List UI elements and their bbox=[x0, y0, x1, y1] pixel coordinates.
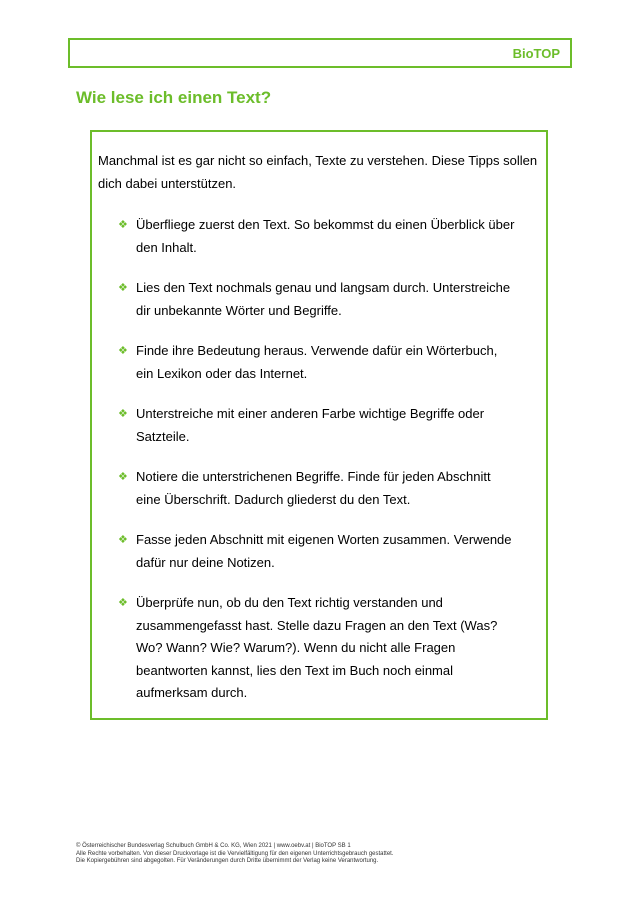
four-diamond-bullet-icon: ❖ bbox=[118, 534, 128, 546]
tip-text: Überprüfe nun, ob du den Text richtig verstanden und zusammengefasst hast. Stelle dazu Fragen an den Text (Was? Wo? Wann? Wie? Warum?). Wenn du nicht alle Fragen beantworten kannst, lies den Text im Buch noch einmal aufmerksam durch. bbox=[136, 595, 498, 700]
tip-item bbox=[118, 403, 518, 448]
four-diamond-bullet-icon: ❖ bbox=[118, 219, 128, 231]
tip-item bbox=[118, 214, 518, 259]
tip-text: Fasse jeden Abschnitt mit eigenen Worten zusammen. Verwende dafür nur deine Notizen. bbox=[136, 532, 512, 570]
four-diamond-bullet-icon: ❖ bbox=[118, 282, 128, 294]
tip-text: Finde ihre Bedeutung heraus. Verwende dafür ein Wörterbuch, ein Lexikon oder das Internet. bbox=[136, 343, 498, 381]
copyright-footer bbox=[76, 843, 576, 866]
tip-text: Lies den Text nochmals genau und langsam durch. Unterstreiche dir unbekannte Wörter und Begriffe. bbox=[136, 280, 511, 318]
tip-text: Notiere die unterstrichenen Begriffe. Finde für jeden Abschnitt eine Überschrift. Dadurch gliederst du den Text. bbox=[136, 469, 491, 507]
tip-item bbox=[118, 529, 518, 574]
header-bar bbox=[68, 38, 572, 68]
four-diamond-bullet-icon: ❖ bbox=[118, 471, 128, 483]
four-diamond-bullet-icon: ❖ bbox=[118, 408, 128, 420]
tips-box bbox=[90, 130, 548, 720]
footer-line: Die Kopiergebühren sind abgegolten. Für Veränderungen durch Dritte übernimmt der Verlag keine Verantwortung. bbox=[76, 858, 379, 864]
tip-text: Unterstreiche mit einer anderen Farbe wichtige Begriffe oder Satzteile. bbox=[136, 406, 485, 444]
tip-item bbox=[118, 277, 518, 322]
tip-item bbox=[118, 592, 518, 705]
footer-line: Alle Rechte vorbehalten. Von dieser Druckvorlage ist die Vervielfältigung für den eigenen Unterrichtsgebrauch gestattet. bbox=[76, 850, 394, 857]
brand-logo-text: BioTOP bbox=[512, 46, 560, 61]
tip-text: Überfliege zuerst den Text. So bekommst du einen Überblick über den Inhalt. bbox=[136, 217, 515, 255]
four-diamond-bullet-icon: ❖ bbox=[118, 597, 128, 609]
page-title: Wie lese ich einen Text? bbox=[76, 88, 272, 107]
tip-item bbox=[118, 340, 518, 385]
four-diamond-bullet-icon: ❖ bbox=[118, 345, 128, 357]
footer-line: © Österreichischer Bundesverlag Schulbuch GmbH & Co. KG, Wien 2021 | www.oebv.at | BioTOP SB 1 bbox=[76, 843, 351, 849]
intro-text: Manchmal ist es gar nicht so einfach, Texte zu verstehen. Diese Tipps sollen dich dabei unterstützen. bbox=[98, 153, 538, 191]
tips-list bbox=[118, 214, 518, 723]
tip-item bbox=[118, 466, 518, 511]
